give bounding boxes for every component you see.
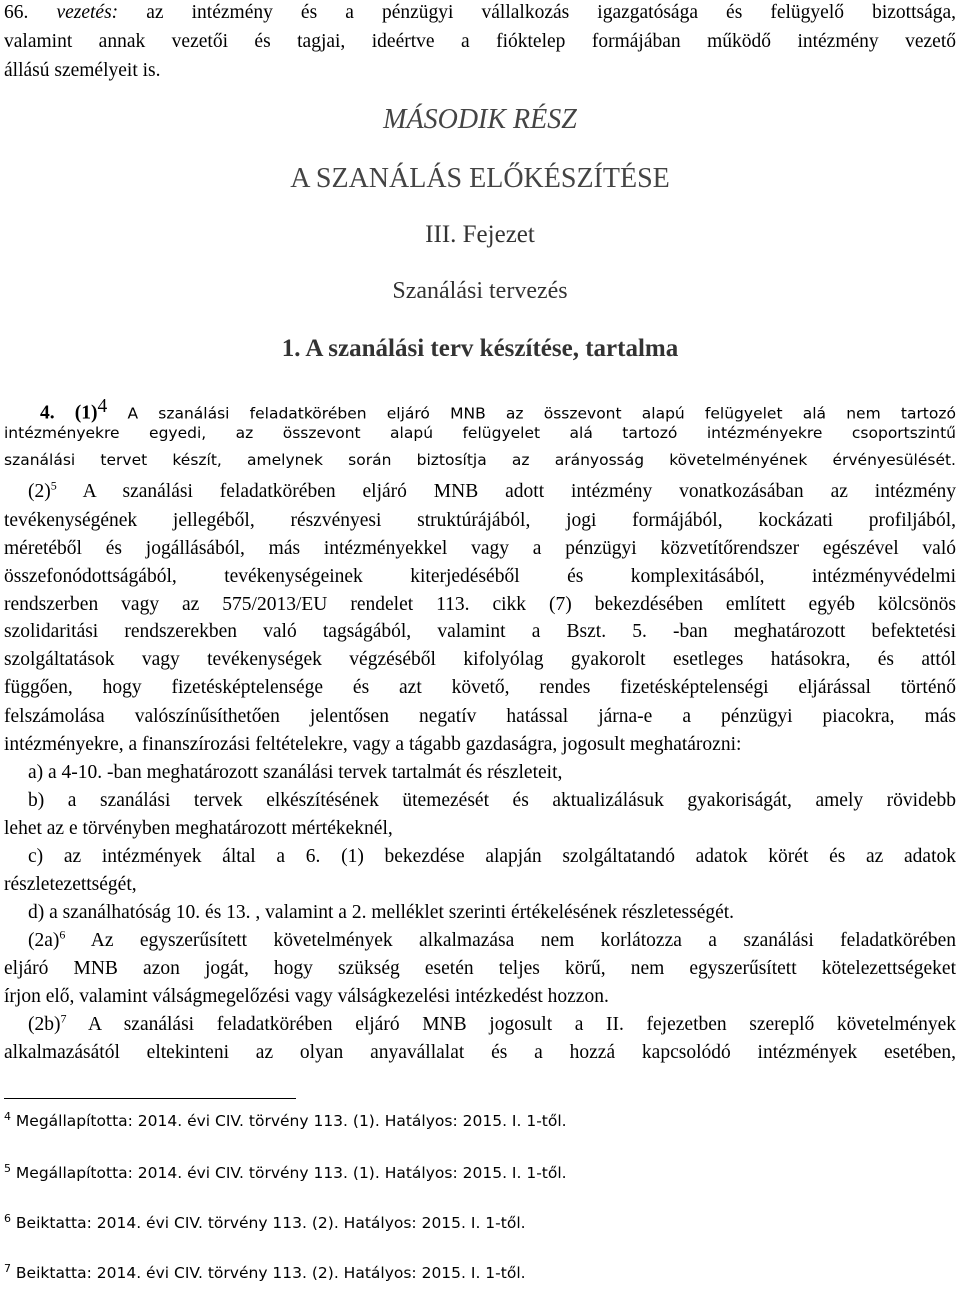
footnote-text: Megállapította: 2014. évi CIV. törvény 113. (1). Hatályos: 2015. I. 1-től. [11,1112,567,1130]
footnote-5 [4,1161,567,1182]
footnote-number: 5 [4,1161,11,1175]
para-2-line-4: összefonódottságából, tevékenységeinek kiterjedéséből és komplexitásából, intézményvédelmi [4,566,956,587]
section-heading: 1. A szanálási terv készítése, tartalma [281,335,679,362]
footnote-divider [4,1098,296,1099]
para-2b-line-1 [28,1010,956,1039]
para-4-1-line-2: intézményekre egyedi, az összevont alapú felügyelet alá tartozó intézményekre csoportszintű [4,424,956,442]
part-title: A SZANÁLÁS ELŐKÉSZÍTÉSE [290,163,670,194]
footnote-text: Beiktatta: 2014. évi CIV. törvény 113. (2). Hatályos: 2015. I. 1-től. [11,1214,526,1232]
para-2-line-9: felszámolása valószínűsíthetően jelentősen negatív hatással járna-e a pénzügyi piacokra, más [4,706,956,727]
list-item-d: d) a szanálhatóság 10. és 13. , valamint a 2. melléklet szerinti értékelésének részletességét. [28,902,735,923]
list-item-b-line-1: b) a szanálási tervek elkészítésének ütemezését és aktualizálásuk gyakoriságát, amely rövidebb [28,790,956,811]
definition-number: 66. [4,2,29,23]
list-item-a: a) a 4-10. -ban meghatározott szanálási tervek tartalmát és részleteit, [28,762,563,783]
list-item-c-line-2: részletezettségét, [4,874,137,895]
para-2b-line-2: alkalmazásától eltekinteni az olyan anyavállalat és a hozzá kapcsolódó intézmények esetében, [4,1042,956,1063]
footnote-4 [4,1109,567,1130]
para-4-1-line-1 [40,392,956,427]
para-4-1-line-3: szanálási tervet készít, amelynek során biztosítja az arányosság követelményének érvényesülését. [4,451,956,469]
list-item-c-line-1: c) az intézmények által a 6. (1) bekezdése alapján szolgáltatandó adatok körét és az adatok [28,846,956,867]
footnote-ref: 5 [50,478,57,493]
definition-term: vezetés: [56,2,119,23]
footnote-number: 7 [4,1261,11,1275]
definition-text: az intézmény és a pénzügyi vállalkozás igazgatósága és felügyelő bizottsága, [146,2,957,23]
chapter-heading: III. Fejezet [425,221,535,248]
para-2-line-6: szolidaritási rendszerekben való tagságából, valamint a Bszt. 5. -ban meghatározott befektetési [4,621,956,642]
para-2-line-10: intézményekre, a finanszírozási feltételekre, vagy a tágabb gazdaságra, jogosult meghatározni: [4,734,742,755]
footnote-number: 6 [4,1211,11,1225]
definition-66-line-2: valamint annak vezetői és tagjai, ideértve a fióktelep formájában működő intézmény vezető [4,31,956,52]
para-2a-line-3: írjon elő, valamint válságmegelőzési vagy válságkezelési intézkedést hozzon. [4,986,609,1007]
para-text: Az egyszerűsített követelmények alkalmazása nem korlátozza a szanálási feladatkörében [65,930,956,951]
footnote-text: Megállapította: 2014. évi CIV. törvény 113. (1). Hatályos: 2015. I. 1-től. [11,1164,567,1182]
chapter-title: Szanálási tervezés [392,278,568,304]
para-text: A szanálási feladatkörében eljáró MNB jogosult a II. fejezetben szereplő követelmények [66,1014,956,1035]
para-text: A szanálási feladatkörében eljáró MNB az összevont alapú felügyelet alá nem tartozó [107,404,956,423]
list-item-b-line-2: lehet az e törvényben meghatározott mértékeknél, [4,818,393,839]
para-2-line-3: méretéből és jogállásából, más intézményekkel vagy a pénzügyi közvetítőrendszer egészével való [4,538,956,559]
para-number: (2b) [28,1014,61,1035]
footnote-number: 4 [4,1109,11,1123]
para-2-line-7: szolgáltatások vagy tevékenységek végzéséből kifolyólag gyakorolt esetleges hatásokra, és attól [4,649,956,670]
para-2a-line-1 [28,926,956,955]
para-2-line-2: tevékenységének jellegéből, részvényesi struktúrájából, jogi formájából, kockázati profiljából, [4,510,956,531]
footnote-6 [4,1211,526,1232]
definition-66-line-3: állású személyeit is. [4,60,161,81]
para-number: (2a) [28,930,60,951]
footnote-ref: 4 [97,396,108,417]
para-2-line-1 [28,477,956,506]
para-text: A szanálási feladatkörében eljáró MNB adott intézmény vonatkozásában az intézmény [56,481,956,502]
footnote-ref: 7 [60,1011,67,1026]
para-2-line-8: függően, hogy fizetésképtelensége és azt követő, rendes fizetésképtelenségi eljárással történő [4,677,956,698]
para-2a-line-2: eljáró MNB azon jogát, hogy szükség esetén teljes körű, nem egyszerűsített kötelezettségeket [4,958,956,979]
footnote-text: Beiktatta: 2014. évi CIV. törvény 113. (2). Hatályos: 2015. I. 1-től. [11,1264,526,1282]
definition-66-line-1 [4,0,956,27]
para-2-line-5: rendszerben vagy az 575/2013/EU rendelet 113. cikk (7) bekezdésében említett egyéb kölcsönös [4,594,956,615]
part-heading: MÁSODIK RÉSZ [383,104,577,135]
footnote-7 [4,1261,526,1282]
para-number: 4. (1) [40,402,98,424]
para-number: (2) [28,481,51,502]
footnote-ref: 6 [59,927,66,942]
